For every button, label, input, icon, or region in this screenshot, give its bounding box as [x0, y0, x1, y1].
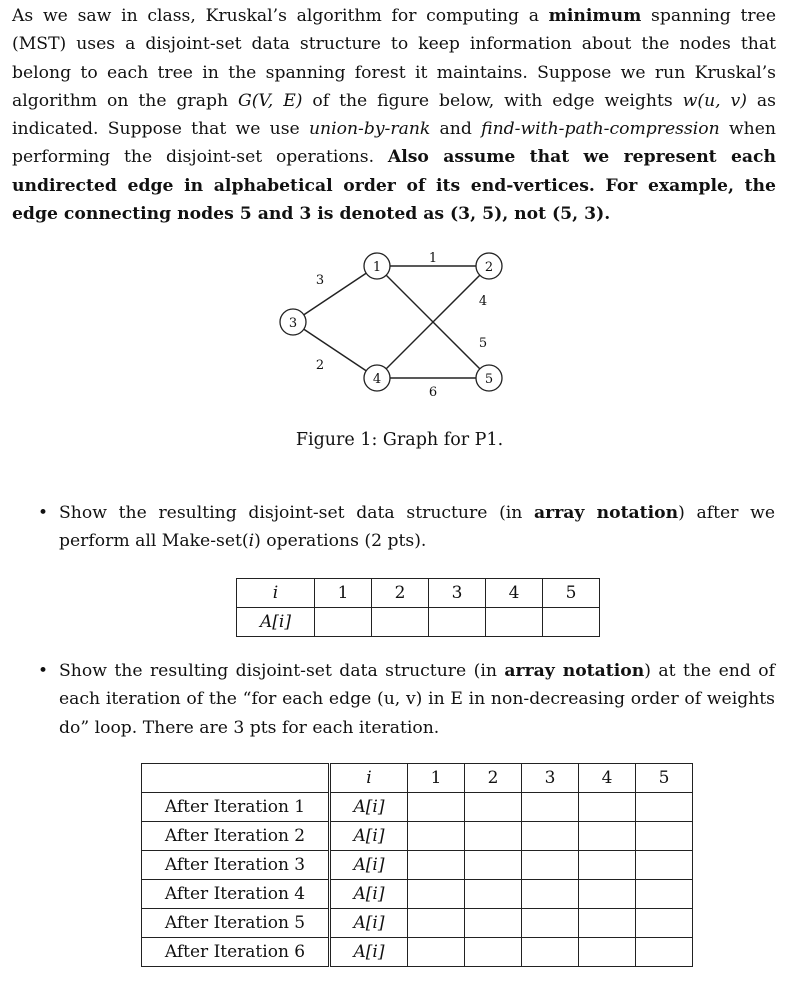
node-label-4: 4: [372, 372, 382, 387]
bullet-dot: •: [38, 661, 49, 681]
answer-cell[interactable]: [579, 793, 636, 822]
answer-cell[interactable]: [579, 880, 636, 909]
bullet-iterations: [38, 657, 775, 742]
answer-cell[interactable]: [522, 909, 579, 938]
graph-figure: [0, 240, 799, 420]
text-run: when performing the disjoint-set operations.: [12, 119, 776, 168]
row-label: After Iteration 1: [142, 793, 330, 822]
problem-statement: [12, 2, 776, 228]
node-label-1: 1: [372, 260, 382, 275]
answer-cell[interactable]: [636, 793, 693, 822]
text-run: ) at the end of each iteration of the “for each edge (u, v) in E in non-decreasing order of weights do” loop. There are 3 pts for each iteration.: [59, 661, 775, 738]
text-run: ) operations (2 pts).: [254, 531, 427, 552]
edge-3-4: [293, 322, 377, 378]
bullet-make-set: [38, 499, 775, 556]
answer-cell[interactable]: [465, 822, 522, 851]
column-header: 5: [636, 764, 693, 793]
answer-cell[interactable]: [408, 851, 465, 880]
answer-cell[interactable]: [522, 851, 579, 880]
answer-cell[interactable]: [522, 793, 579, 822]
answer-cell[interactable]: [636, 938, 693, 967]
answer-cell[interactable]: [636, 822, 693, 851]
row-header: A[i]: [237, 608, 315, 637]
column-header: 1: [315, 579, 372, 608]
node-label-3: 3: [288, 316, 298, 331]
answer-cell[interactable]: [543, 608, 600, 637]
answer-cell[interactable]: [579, 938, 636, 967]
answer-cell[interactable]: [429, 608, 486, 637]
table-row: [142, 880, 693, 909]
text-run: as indicated. Suppose that we use: [12, 90, 776, 140]
node-label-2: 2: [484, 260, 494, 275]
column-header: 4: [579, 764, 636, 793]
row-header: A[i]: [330, 851, 408, 880]
row-header: A[i]: [330, 909, 408, 938]
term-union-by-rank: union-by-rank: [308, 119, 431, 140]
row-label: After Iteration 4: [142, 880, 330, 909]
row-label: After Iteration 5: [142, 909, 330, 938]
answer-cell[interactable]: [636, 909, 693, 938]
answer-cell[interactable]: [408, 880, 465, 909]
column-header: 1: [408, 764, 465, 793]
answer-cell[interactable]: [408, 822, 465, 851]
text-run: As we saw in class, Kruskal’s algorithm for computing a: [12, 6, 549, 26]
text-run: of the figure below, with edge weights: [302, 90, 683, 111]
text-bold: array notation: [534, 503, 679, 523]
weight-label-4-5: 6: [428, 385, 438, 400]
node-label-5: 5: [484, 372, 494, 387]
answer-cell[interactable]: [522, 880, 579, 909]
index-header: i: [330, 764, 408, 793]
answer-cell[interactable]: [408, 909, 465, 938]
answer-cell[interactable]: [579, 909, 636, 938]
text-run: spanning tree (MST) uses a disjoint-set data structure to keep information about the nodes that belong to each tree in the spanning forest it maintains. Suppose we run Kruskal’s algorithm on the graph: [12, 6, 776, 111]
weight-label-1-5: 5: [478, 336, 488, 351]
answer-cell[interactable]: [636, 880, 693, 909]
weight-label-2-4: 4: [478, 294, 488, 309]
figure-caption: Figure 1: Graph for P1.: [295, 430, 504, 450]
answer-cell[interactable]: [465, 880, 522, 909]
answer-cell[interactable]: [636, 851, 693, 880]
table-row: [142, 909, 693, 938]
bullet-dot: •: [38, 503, 49, 523]
answer-cell[interactable]: [579, 851, 636, 880]
answer-cell[interactable]: [465, 909, 522, 938]
text-bold: array notation: [504, 661, 645, 681]
row-header: A[i]: [330, 822, 408, 851]
text-run: and: [430, 119, 482, 140]
answer-cell[interactable]: [486, 608, 543, 637]
row-label: After Iteration 2: [142, 822, 330, 851]
answer-cell[interactable]: [465, 938, 522, 967]
column-header: 3: [429, 579, 486, 608]
column-header: 2: [465, 764, 522, 793]
answer-cell[interactable]: [408, 938, 465, 967]
math-i: i: [248, 531, 255, 552]
weight-label-3-4: 2: [315, 358, 325, 373]
column-header: 3: [522, 764, 579, 793]
answer-cell[interactable]: [315, 608, 372, 637]
text-run: ) after we perform all Make-set(: [59, 503, 775, 552]
row-label: After Iteration 3: [142, 851, 330, 880]
corner-cell: [142, 764, 330, 793]
row-header: A[i]: [330, 938, 408, 967]
column-header: 5: [543, 579, 600, 608]
make-set-table: [236, 578, 600, 637]
table-row: [142, 822, 693, 851]
answer-cell[interactable]: [408, 793, 465, 822]
column-header: 4: [486, 579, 543, 608]
answer-cell[interactable]: [372, 608, 429, 637]
answer-cell[interactable]: [465, 793, 522, 822]
row-header: A[i]: [330, 880, 408, 909]
iterations-table: [141, 763, 693, 967]
row-header: A[i]: [330, 793, 408, 822]
row-label: After Iteration 6: [142, 938, 330, 967]
weight-label-1-3: 3: [315, 273, 325, 288]
answer-cell[interactable]: [522, 938, 579, 967]
text-run: Show the resulting disjoint-set data structure (in: [59, 503, 535, 523]
math-weight: w(u, v): [682, 90, 747, 111]
answer-cell[interactable]: [465, 851, 522, 880]
weight-label-1-2: 1: [428, 251, 438, 266]
table-row: [142, 938, 693, 967]
text-bold: minimum: [548, 6, 642, 26]
text-bold-assumption: Also assume that we represent each undirected edge in alphabetical order of its end-vertices. For example, the edge connecting nodes 5 and 3 is denoted as (3, 5), not (5, 3).: [12, 147, 776, 225]
index-header: i: [237, 579, 315, 608]
text-run: Show the resulting disjoint-set data structure (in: [59, 661, 505, 681]
answer-cell[interactable]: [522, 822, 579, 851]
column-header: 2: [372, 579, 429, 608]
table-row: [142, 851, 693, 880]
term-path-compression: find-with-path-compression: [481, 119, 720, 140]
math-graph: G(V, E): [237, 90, 303, 111]
edge-1-3: [293, 266, 377, 322]
table-row: [142, 793, 693, 822]
answer-cell[interactable]: [579, 822, 636, 851]
